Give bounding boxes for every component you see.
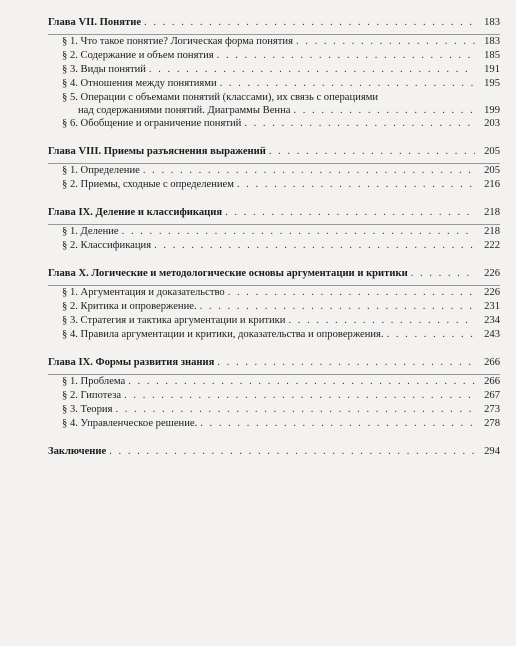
dot-leader [128, 375, 475, 389]
page-number: 205 [484, 146, 500, 157]
section-entry-multiline[interactable] [48, 91, 500, 117]
section-first-line [62, 91, 500, 104]
chapter-10 [48, 267, 500, 342]
page-number: 266 [484, 357, 500, 368]
dot-leader [149, 63, 475, 77]
page-number: 234 [484, 315, 500, 326]
chapter-title: Глава X. Логические и методологические основы аргументации и критики [48, 268, 408, 279]
section-title: § 1. Что такое понятие? Логическая форма понятия [62, 36, 293, 47]
page-number: 243 [484, 329, 500, 340]
page-number: 226 [484, 287, 500, 298]
section-title: § 1. Проблема [62, 376, 126, 387]
section-entry[interactable] [48, 225, 500, 239]
page-number: 218 [484, 226, 500, 237]
chapter-heading[interactable] [48, 206, 500, 220]
section-entry[interactable] [48, 375, 500, 389]
section-title: § 4. Управленческое решение. [62, 418, 198, 429]
page-number: 226 [484, 268, 500, 279]
dot-leader [220, 77, 475, 91]
section-continuation [62, 104, 500, 117]
conclusion-title: Заключение [48, 446, 107, 457]
dot-leader [244, 117, 475, 131]
section-title: § 6. Обобщение и ограничение понятий [62, 118, 242, 129]
dot-leader [200, 417, 475, 431]
chapter-9 [48, 206, 500, 253]
section-entry[interactable] [48, 389, 500, 403]
conclusion [48, 445, 500, 459]
dot-leader [411, 267, 475, 281]
dot-leader [115, 403, 475, 417]
page-number: 267 [484, 390, 500, 401]
dot-leader [296, 35, 475, 49]
conclusion-heading[interactable] [48, 445, 500, 459]
chapter-7 [48, 16, 500, 131]
dot-leader [144, 16, 475, 30]
chapter-11 [48, 356, 500, 431]
page-number: 183 [484, 36, 500, 47]
page-number: 216 [484, 179, 500, 190]
page-number: 278 [484, 418, 500, 429]
page-number: 195 [484, 78, 500, 89]
dot-leader [143, 164, 475, 178]
chapter-heading[interactable] [48, 267, 500, 281]
page-number: 294 [484, 446, 500, 457]
section-title: § 2. Гипотеза [62, 390, 122, 401]
dot-leader [217, 49, 475, 63]
section-entry[interactable] [48, 63, 500, 77]
chapter-8 [48, 145, 500, 192]
section-title: § 4. Правила аргументации и критики, доказательства и опровержения. [62, 329, 384, 340]
chapter-heading[interactable] [48, 145, 500, 159]
section-title: § 4. Отношения между понятиями [62, 78, 217, 89]
chapter-heading[interactable] [48, 16, 500, 30]
dot-leader [225, 206, 475, 220]
section-title: § 1. Аргументация и доказательство [62, 287, 225, 298]
page-number: 205 [484, 165, 500, 176]
chapter-title: Глава VIII. Приемы разъяснения выражений [48, 146, 266, 157]
dot-leader [293, 104, 475, 117]
page-number: 185 [484, 50, 500, 61]
page-number: 203 [484, 118, 500, 129]
dot-leader [269, 145, 475, 159]
table-of-contents [48, 16, 500, 459]
section-title-continuation: над содержаниями понятий. Диаграммы Венна [78, 105, 291, 116]
page-number: 222 [484, 240, 500, 251]
page-number: 183 [484, 17, 500, 28]
section-entry[interactable] [48, 77, 500, 91]
dot-leader [228, 286, 475, 300]
section-entry[interactable] [48, 417, 500, 431]
section-entry[interactable] [48, 328, 500, 342]
section-entry[interactable] [48, 314, 500, 328]
section-entry[interactable] [48, 117, 500, 131]
section-entry[interactable] [48, 164, 500, 178]
chapter-title: Глава VII. Понятие [48, 17, 142, 28]
page-number: 191 [484, 64, 500, 75]
page-number: 231 [484, 301, 500, 312]
dot-leader [387, 328, 475, 342]
page-number: 199 [484, 105, 500, 116]
dot-leader [200, 300, 475, 314]
dot-leader [288, 314, 475, 328]
dot-leader [109, 445, 475, 459]
dot-leader [154, 239, 475, 253]
section-title: § 3. Теория [62, 404, 113, 415]
section-title: § 3. Стратегия и тактика аргументации и критики [62, 315, 286, 326]
page-number: 266 [484, 376, 500, 387]
section-title: § 1. Определение [62, 165, 140, 176]
section-entry[interactable] [48, 239, 500, 253]
dot-leader [124, 389, 475, 403]
chapter-heading[interactable] [48, 356, 500, 370]
chapter-title: Глава IX. Деление и классификация [48, 207, 223, 218]
section-entry[interactable] [48, 403, 500, 417]
section-title: § 2. Приемы, сходные с определением [62, 179, 234, 190]
section-entry[interactable] [48, 49, 500, 63]
chapter-title: Глава IX. Формы развития знания [48, 357, 215, 368]
section-title: § 3. Виды понятий [62, 64, 146, 75]
dot-leader [217, 356, 475, 370]
section-entry[interactable] [48, 300, 500, 314]
section-title: § 2. Критика и опровержение. [62, 301, 197, 312]
section-entry[interactable] [48, 286, 500, 300]
dot-leader [237, 178, 475, 192]
page-number: 218 [484, 207, 500, 218]
section-title: § 1. Деление [62, 226, 119, 237]
section-title: § 2. Классификация [62, 240, 152, 251]
page-number: 273 [484, 404, 500, 415]
section-entry[interactable] [48, 35, 500, 49]
section-title: § 5. Операции с объемами понятий (классами), их связь с операциями [62, 92, 379, 103]
dot-leader [122, 225, 475, 239]
section-title: § 2. Содержание и объем понятия [62, 50, 214, 61]
section-entry[interactable] [48, 178, 500, 192]
